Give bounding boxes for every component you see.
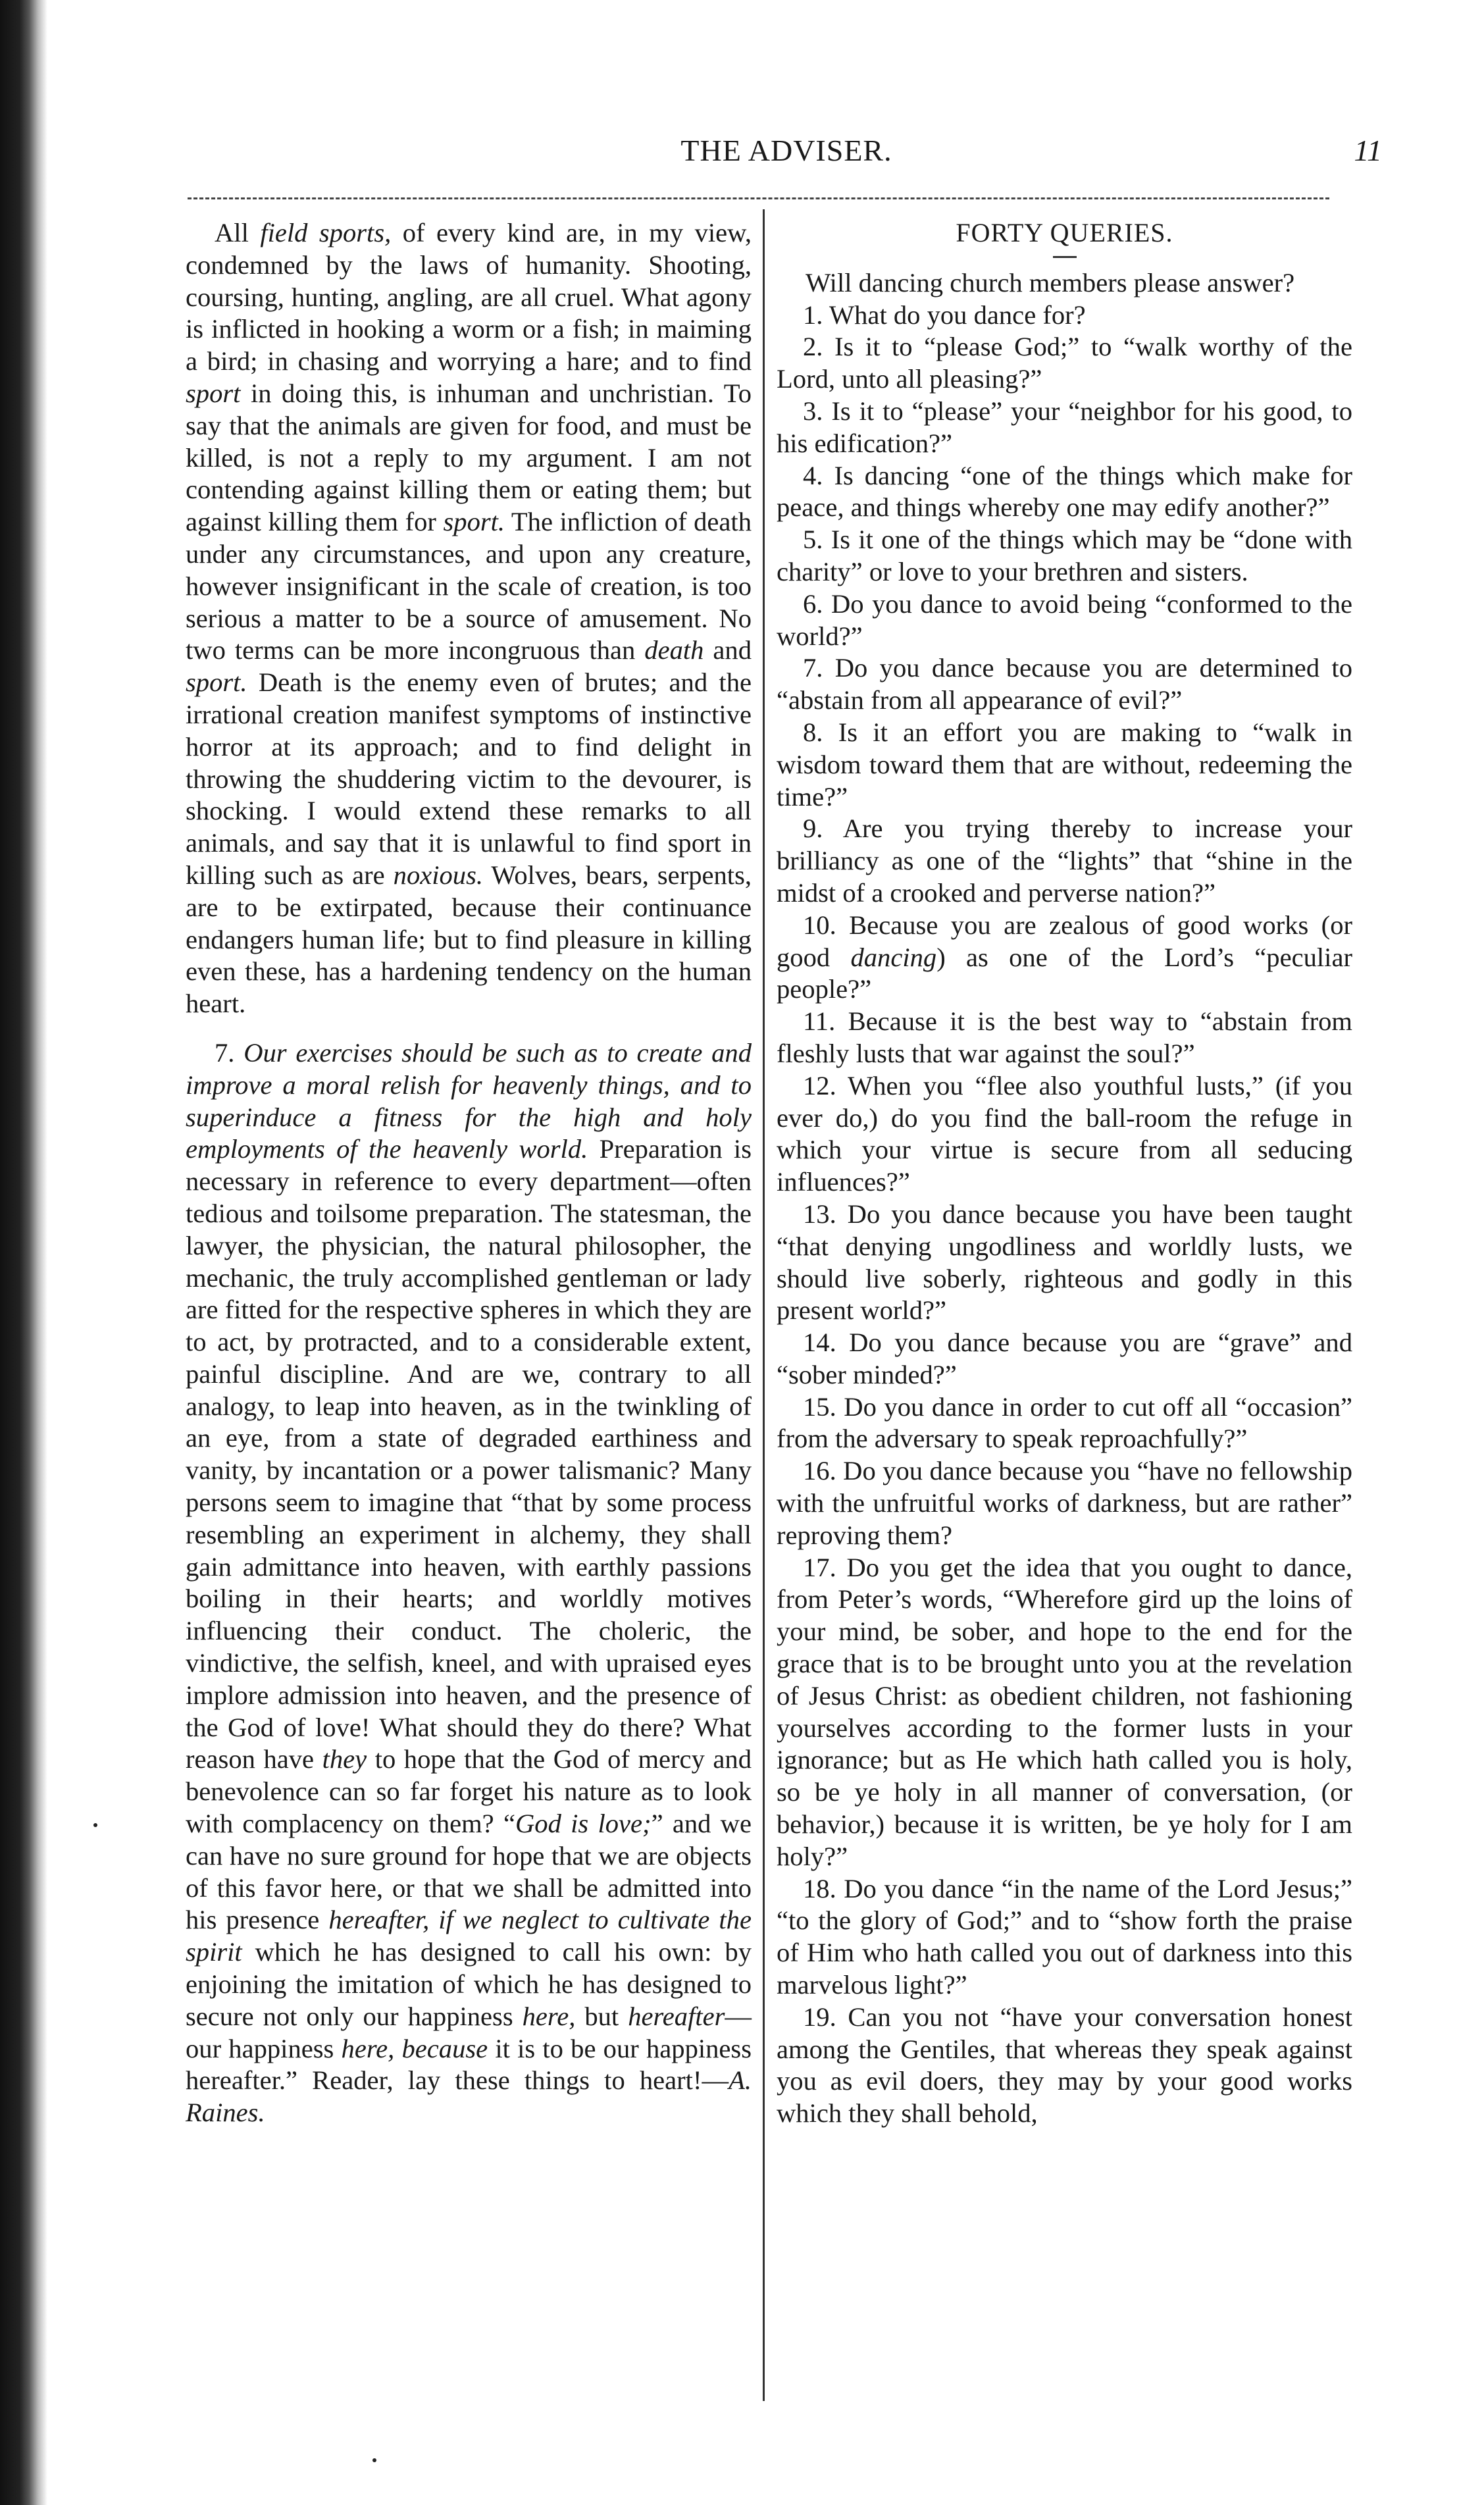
italic-text: field sports, (260, 218, 392, 247)
text-run: but (575, 2001, 628, 2031)
text-run (429, 1905, 438, 1934)
query-item (777, 1552, 1352, 1873)
text-run: Death is the enemy even of brutes; and the irrational creation manifest symptoms of instinctive horror at its approach; and to find delight in throwing the shuddering victim to the devourer, is shocking. I would extend these remarks to all animals, and say that it is unlawful to find sport in killing such as are (186, 667, 752, 890)
italic-text: God is love; (515, 1809, 652, 1839)
italic-text: they (322, 1744, 367, 1774)
italic-text: hereafter, (328, 1905, 430, 1935)
text-run: Wolves, bears, serpents, are to be extirpated, because their continuance endangers human life; but to find pleasure in killing even these, has a hardening tendency on the human heart. (186, 860, 752, 1019)
query-item (777, 1199, 1352, 1327)
text-run: 4. Is dancing “one of the things which make for peace, and things whereby one may edify another?” (777, 460, 1352, 523)
header-rule (188, 197, 1329, 199)
queries-intro: Will dancing church members please answer? (806, 267, 1295, 297)
query-item (777, 813, 1352, 909)
text-run: 15. Do you dance in order to cut off all “occasion” from the adversary to speak reproachfully?” (777, 1391, 1352, 1454)
query-item (777, 588, 1352, 653)
text-run: Preparation is necessary in reference to every department—often tedious and toilsome preparation. The statesman, the lawyer, the physician, the natural philosopher, the mechanic, the truly accomplished gentleman or lady are fitted for the respective spheres in which they are to act, by protracted, and to a considerable extent, painful discipline. And are we, contrary to all analogy, to leap into heaven, as in the twinkling of an eye, from a state of degraded earthiness and vanity, by incantation or a power talismanic? Many persons seem to imagine that “that by some process resembling an experiment in alchemy, they shall gain admittance into heaven, with earthly passions boiling in their hearts; and worldly motives influencing their conduct. The choleric, the vindictive, the selfish, kneel, and with upraised eyes implore admission into heaven, and the presence of the God of love! What should they do there? What reason have (186, 1134, 752, 1774)
text-run: 17. Do you get the idea that you ought to dance, from Peter’s words, “Wherefore gird up the loins of your mind, be sober, and hope to the end for the grace that is to be brought unto you at the revelation of Jesus Christ: as obedient children, not fashioning yourselves according to the former lusts in your ignorance; but as He which hath called you is holy, so be ye holy in all manner of conversation, (or behavior,) because it is written, be ye holy for I am holy?” (777, 1552, 1352, 1871)
italic-text: noxious. (393, 860, 484, 890)
text-run: 19. Can you not “have your conversation honest among the Gentiles, that whereas they speak against you as evil doers, they may by your good works which they shall behold, (777, 2001, 1352, 2129)
italic-text: sport (186, 378, 241, 408)
italic-text: here, (522, 2001, 576, 2031)
text-run: 1. What do you dance for? (803, 299, 1086, 330)
text-run: 2. Is it to “please God;” to “walk worthy of the Lord, unto all pleasing?” (777, 332, 1352, 394)
text-run: All (215, 218, 261, 247)
page-number: 11 (1354, 134, 1382, 167)
text-run: and (704, 635, 752, 665)
italic-text: if we neglect to cultivate the spirit (186, 1905, 752, 1967)
text-run: in doing this, is inhuman and unchristian. To say that the animals are given for food, and must be killed, is not a reply to my argument. I am not contending against killing them or eating them; but against killing them for (186, 378, 752, 537)
italic-text: hereafter (628, 2001, 725, 2031)
italic-text: sport. (443, 507, 505, 537)
running-title: THE ADVISER. (680, 134, 892, 167)
column-divider (763, 209, 765, 2401)
page-header (178, 133, 1395, 179)
text-run: 18. Do you dance “in the name of the Lord Jesus;” “to the glory of God;” and to “show forth the praise of Him who hath called you out of darkness into this marvelous light?” (777, 1873, 1352, 2000)
text-run: to hope that the God of mercy and benevolence can so far forget his nature as to look with complacency on them? “ (186, 1744, 752, 1839)
query-item (777, 717, 1352, 813)
text-run: of every kind are, in my view, condemned by the laws of humanity. Shooting, coursing, hunting, angling, are all cruel. What agony is inflicted in hooking a worm or a fish; in maiming a bird; in chasing and worrying a hare; and to find (186, 218, 752, 376)
text-run: 13. Do you dance because you have been taught “that denying ungodliness and worldly lusts, we should live soberly, righteous and godly in this present world?” (777, 1199, 1352, 1326)
text-run: it is to be our happiness hereafter.” Reader, lay these things to heart!— (186, 2033, 752, 2096)
text-run: which he has designed to call his own: by enjoining the imitation of which he has designed to secure not only our happiness (186, 1937, 752, 2031)
text-run: 16. Do you dance because you “have no fellowship with the unfruitful works of darkness, but are rather” reproving them? (777, 1456, 1352, 1550)
text-run: 11. Because it is the best way to “abstain from fleshly lusts that war against the soul?” (777, 1006, 1352, 1068)
queries-list (777, 299, 1352, 2130)
paragraph-field-sports (186, 217, 752, 1020)
queries-heading: FORTY QUERIES. (956, 218, 1173, 247)
text-run: 7. Do you dance because you are determined to “abstain from all appearance of evil?” (777, 653, 1352, 715)
italic-text: Our exercises should be such as to create and improve a moral relish for heavenly things, and to superinduce a fitness for the high and holy employments of the heavenly world. (186, 1037, 752, 1164)
text-run: ) as one of the Lord’s “peculiar people?” (777, 942, 1352, 1004)
text-run: The infliction of death under any circumstances, and upon any creature, however insignificant in the scale of creation, is too serious a matter to be a source of amusement. No two terms can be more incongruous than (186, 507, 752, 665)
query-item (777, 331, 1352, 396)
text-run: ” and we can have no sure ground for hope that we are objects of this favor here, or that we shall be admitted into his presence (186, 1809, 752, 1935)
query-item (777, 524, 1352, 588)
right-column (777, 217, 1352, 2130)
text-run: 6. Do you dance to avoid being “conformed to the world?” (777, 588, 1352, 651)
query-item (777, 1070, 1352, 1199)
text-run: 8. Is it an effort you are making to “walk in wisdom toward them that are without, redeeming the time?” (777, 717, 1352, 812)
query-item (777, 1327, 1352, 1391)
paragraph-exercises (186, 1037, 752, 2129)
margin-speck (372, 2458, 376, 2462)
book-binding-edge (0, 0, 47, 2505)
text-run: 7. (215, 1037, 244, 1068)
query-item (777, 652, 1352, 717)
italic-text: dancing (850, 942, 937, 972)
text-run: 5. Is it one of the things which may be “done with charity” or love to your brethren and sisters. (777, 525, 1352, 586)
query-item (777, 1006, 1352, 1070)
query-item (777, 2001, 1352, 2130)
margin-speck (93, 1823, 97, 1827)
text-run: 10. Because you are zealous of good works (or good (777, 910, 1352, 972)
query-item (777, 460, 1352, 525)
text-run: 9. Are you trying thereby to increase your brilliancy as one of the “lights” that “shine in the midst of a crooked and perverse nation?” (777, 813, 1352, 908)
heading-rule (1053, 256, 1077, 258)
italic-text: death (644, 635, 704, 665)
query-item (777, 1873, 1352, 2001)
query-item (777, 1455, 1352, 1551)
text-run: 12. When you “flee also youthful lusts,” (if you ever do,) do you find the ball-room the refuge in which your virtue is secure from all seducing influences?” (777, 1070, 1352, 1197)
text-run: —our happiness (186, 2001, 752, 2063)
query-item (777, 910, 1352, 1006)
text-run: 14. Do you dance because you are “grave” and “sober minded?” (777, 1328, 1352, 1389)
query-item (777, 1391, 1352, 1456)
italic-text: A. Raines. (186, 2065, 752, 2128)
query-item (777, 396, 1352, 460)
left-column (186, 217, 752, 2129)
text-run: 3. Is it to “please” your “neighbor for his good, to his edification?” (777, 396, 1352, 458)
query-item (777, 299, 1352, 332)
italic-text: sport. (186, 667, 247, 698)
italic-text: here, because (341, 2033, 488, 2063)
